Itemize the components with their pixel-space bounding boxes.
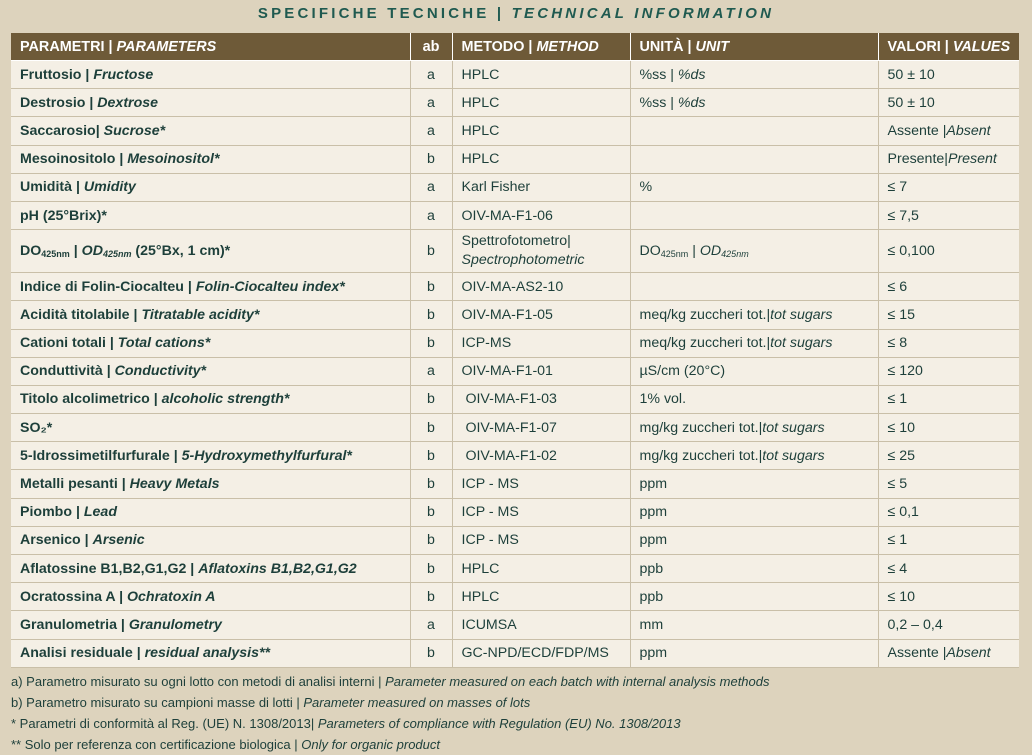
unit-cell: %ss | %ds: [630, 89, 878, 117]
value-cell: ≤ 8: [878, 329, 1019, 357]
ab-cell: b: [410, 470, 452, 498]
value-cell: ≤ 0,100: [878, 230, 1019, 273]
ab-cell: b: [410, 273, 452, 301]
value-cell: 50 ± 10: [878, 61, 1019, 89]
table-row: [11, 470, 1019, 498]
table-header-row: [11, 33, 1019, 61]
unit-cell: µS/cm (20°C): [630, 357, 878, 385]
value-cell: ≤ 1: [878, 526, 1019, 554]
ab-cell: a: [410, 117, 452, 145]
ab-cell: a: [410, 61, 452, 89]
parameter-cell: Conduttività | Conductivity*: [11, 357, 410, 385]
parameter-cell: Saccarosio| Sucrose*: [11, 117, 410, 145]
value-cell: ≤ 10: [878, 583, 1019, 611]
parameter-cell: Arsenico | Arsenic: [11, 526, 410, 554]
value-cell: Assente |Absent: [878, 639, 1019, 667]
unit-cell: ppm: [630, 498, 878, 526]
unit-cell: %ss | %ds: [630, 61, 878, 89]
value-cell: Assente |Absent: [878, 117, 1019, 145]
unit-cell: mm: [630, 611, 878, 639]
ab-cell: b: [410, 526, 452, 554]
parameter-cell: Ocratossina A | Ochratoxin A: [11, 583, 410, 611]
unit-cell: [630, 145, 878, 173]
ab-cell: b: [410, 498, 452, 526]
method-cell: HPLC: [452, 89, 630, 117]
method-cell: OIV-MA-F1-05: [452, 301, 630, 329]
unit-cell: ppb: [630, 555, 878, 583]
page-title: SPECIFICHE TECNICHE | TECHNICAL INFORMATION: [257, 5, 775, 22]
unit-cell: mg/kg zuccheri tot.|tot sugars: [630, 414, 878, 442]
header-ab: ab: [410, 33, 452, 61]
footnotes: [11, 671, 1021, 755]
value-cell: ≤ 7,5: [878, 201, 1019, 229]
value-cell: ≤ 25: [878, 442, 1019, 470]
unit-cell: 1% vol.: [630, 385, 878, 413]
method-cell: HPLC: [452, 145, 630, 173]
table-row: [11, 498, 1019, 526]
ab-cell: b: [410, 639, 452, 667]
unit-cell: ppm: [630, 470, 878, 498]
ab-cell: a: [410, 173, 452, 201]
value-cell: ≤ 10: [878, 414, 1019, 442]
value-cell: ≤ 7: [878, 173, 1019, 201]
value-cell: ≤ 4: [878, 555, 1019, 583]
method-cell: ICP - MS: [452, 470, 630, 498]
table-row: [11, 555, 1019, 583]
unit-cell: meq/kg zuccheri tot.|tot sugars: [630, 301, 878, 329]
table-row: [11, 301, 1019, 329]
parameter-cell: SO₂*: [11, 414, 410, 442]
value-cell: Presente|Present: [878, 145, 1019, 173]
parameter-cell: pH (25°Brix)*: [11, 201, 410, 229]
unit-cell: mg/kg zuccheri tot.|tot sugars: [630, 442, 878, 470]
method-cell: OIV-MA-F1-03: [452, 385, 630, 413]
header-values: VALORI | VALUES: [878, 33, 1019, 61]
table-row: [11, 89, 1019, 117]
footnote-star: * Parametri di conformità al Reg. (UE) N. 1308/2013| Parameters of compliance with Regulation (EU) No. 1308/2013: [11, 716, 681, 731]
parameter-cell: Titolo alcolimetrico | alcoholic strength*: [11, 385, 410, 413]
method-cell: OIV-MA-F1-01: [452, 357, 630, 385]
unit-cell: [630, 201, 878, 229]
value-cell: ≤ 6: [878, 273, 1019, 301]
ab-cell: b: [410, 145, 452, 173]
value-cell: 0,2 – 0,4: [878, 611, 1019, 639]
ab-cell: b: [410, 583, 452, 611]
method-cell: GC-NPD/ECD/FDP/MS: [452, 639, 630, 667]
footnote-b: b) Parametro misurato su campioni masse di lotti | Parameter measured on masses of lots: [11, 695, 531, 710]
ab-cell: b: [410, 414, 452, 442]
table-row: [11, 385, 1019, 413]
method-cell: Spettrofotometro| Spectrophotometric: [452, 230, 630, 273]
table-row: [11, 201, 1019, 229]
method-cell: OIV-MA-AS2-10: [452, 273, 630, 301]
method-cell: HPLC: [452, 117, 630, 145]
parameter-cell: Piombo | Lead: [11, 498, 410, 526]
parameter-cell: Analisi residuale | residual analysis**: [11, 639, 410, 667]
unit-cell: [630, 117, 878, 145]
ab-cell: b: [410, 555, 452, 583]
method-cell: HPLC: [452, 61, 630, 89]
table-row: [11, 639, 1019, 667]
footnote-a: a) Parametro misurato su ogni lotto con metodi di analisi interni | Parameter measured on each batch with internal analysis methods: [11, 674, 770, 689]
ab-cell: b: [410, 301, 452, 329]
ab-cell: b: [410, 329, 452, 357]
table-row: [11, 230, 1019, 273]
table-row: [11, 442, 1019, 470]
header-unit: UNITÀ | UNIT: [630, 33, 878, 61]
table-row: [11, 526, 1019, 554]
table-row: [11, 117, 1019, 145]
table-row: [11, 583, 1019, 611]
value-cell: ≤ 1: [878, 385, 1019, 413]
ab-cell: a: [410, 89, 452, 117]
unit-cell: %: [630, 173, 878, 201]
unit-cell: meq/kg zuccheri tot.|tot sugars: [630, 329, 878, 357]
parameter-cell: Fruttosio | Fructose: [11, 61, 410, 89]
table-row: [11, 329, 1019, 357]
table-row: [11, 173, 1019, 201]
value-cell: ≤ 5: [878, 470, 1019, 498]
table-row: [11, 357, 1019, 385]
parameter-cell: Umidità | Umidity: [11, 173, 410, 201]
footnote-double-star: ** Solo per referenza con certificazione biologica | Only for organic product: [11, 737, 440, 752]
parameter-cell: Metalli pesanti | Heavy Metals: [11, 470, 410, 498]
method-cell: ICP - MS: [452, 526, 630, 554]
header-parameters: PARAMETRI | PARAMETERS: [11, 33, 410, 61]
parameter-cell: Destrosio | Dextrose: [11, 89, 410, 117]
unit-cell: $DO_{425nm}$ | $OD_{425nm}$: [630, 230, 878, 273]
value-cell: 50 ± 10: [878, 89, 1019, 117]
unit-cell: ppb: [630, 583, 878, 611]
unit-cell: ppm: [630, 639, 878, 667]
method-cell: ICUMSA: [452, 611, 630, 639]
method-cell: OIV-MA-F1-07: [452, 414, 630, 442]
parameter-cell: Cationi totali | Total cations*: [11, 329, 410, 357]
ab-cell: a: [410, 201, 452, 229]
ab-cell: b: [410, 385, 452, 413]
ab-cell: a: [410, 357, 452, 385]
parameter-cell: 5-Idrossimetilfurfurale | 5-Hydroxymethylfurfural*: [11, 442, 410, 470]
method-cell: HPLC: [452, 583, 630, 611]
parameter-cell: Granulometria | Granulometry: [11, 611, 410, 639]
value-cell: ≤ 120: [878, 357, 1019, 385]
ab-cell: a: [410, 611, 452, 639]
unit-cell: [630, 273, 878, 301]
table-row: [11, 414, 1019, 442]
parameter-cell: Indice di Folin-Ciocalteu | Folin-Ciocalteu index*: [11, 273, 410, 301]
value-cell: ≤ 15: [878, 301, 1019, 329]
table-row: [11, 145, 1019, 173]
method-cell: ICP-MS: [452, 329, 630, 357]
parameter-cell: Mesoinositolo | Mesoinositol*: [11, 145, 410, 173]
ab-cell: b: [410, 442, 452, 470]
table-row: [11, 611, 1019, 639]
method-cell: Karl Fisher: [452, 173, 630, 201]
parameter-cell: Acidità titolabile | Titratable acidity*: [11, 301, 410, 329]
table-row: [11, 273, 1019, 301]
header-method: METODO | METHOD: [452, 33, 630, 61]
parameter-cell: Aflatossine B1,B2,G1,G2 | Aflatoxins B1,B2,G1,G2: [11, 555, 410, 583]
table-row: [11, 61, 1019, 89]
ab-cell: b: [410, 230, 452, 273]
method-cell: ICP - MS: [452, 498, 630, 526]
technical-info-table: [11, 33, 1019, 668]
parameter-cell: $DO_{425nm}$ | $OD_{425nm}$ (25°Bx, 1 cm)*: [11, 230, 410, 273]
method-cell: HPLC: [452, 555, 630, 583]
method-cell: OIV-MA-F1-02: [452, 442, 630, 470]
method-cell: OIV-MA-F1-06: [452, 201, 630, 229]
unit-cell: ppm: [630, 526, 878, 554]
value-cell: ≤ 0,1: [878, 498, 1019, 526]
